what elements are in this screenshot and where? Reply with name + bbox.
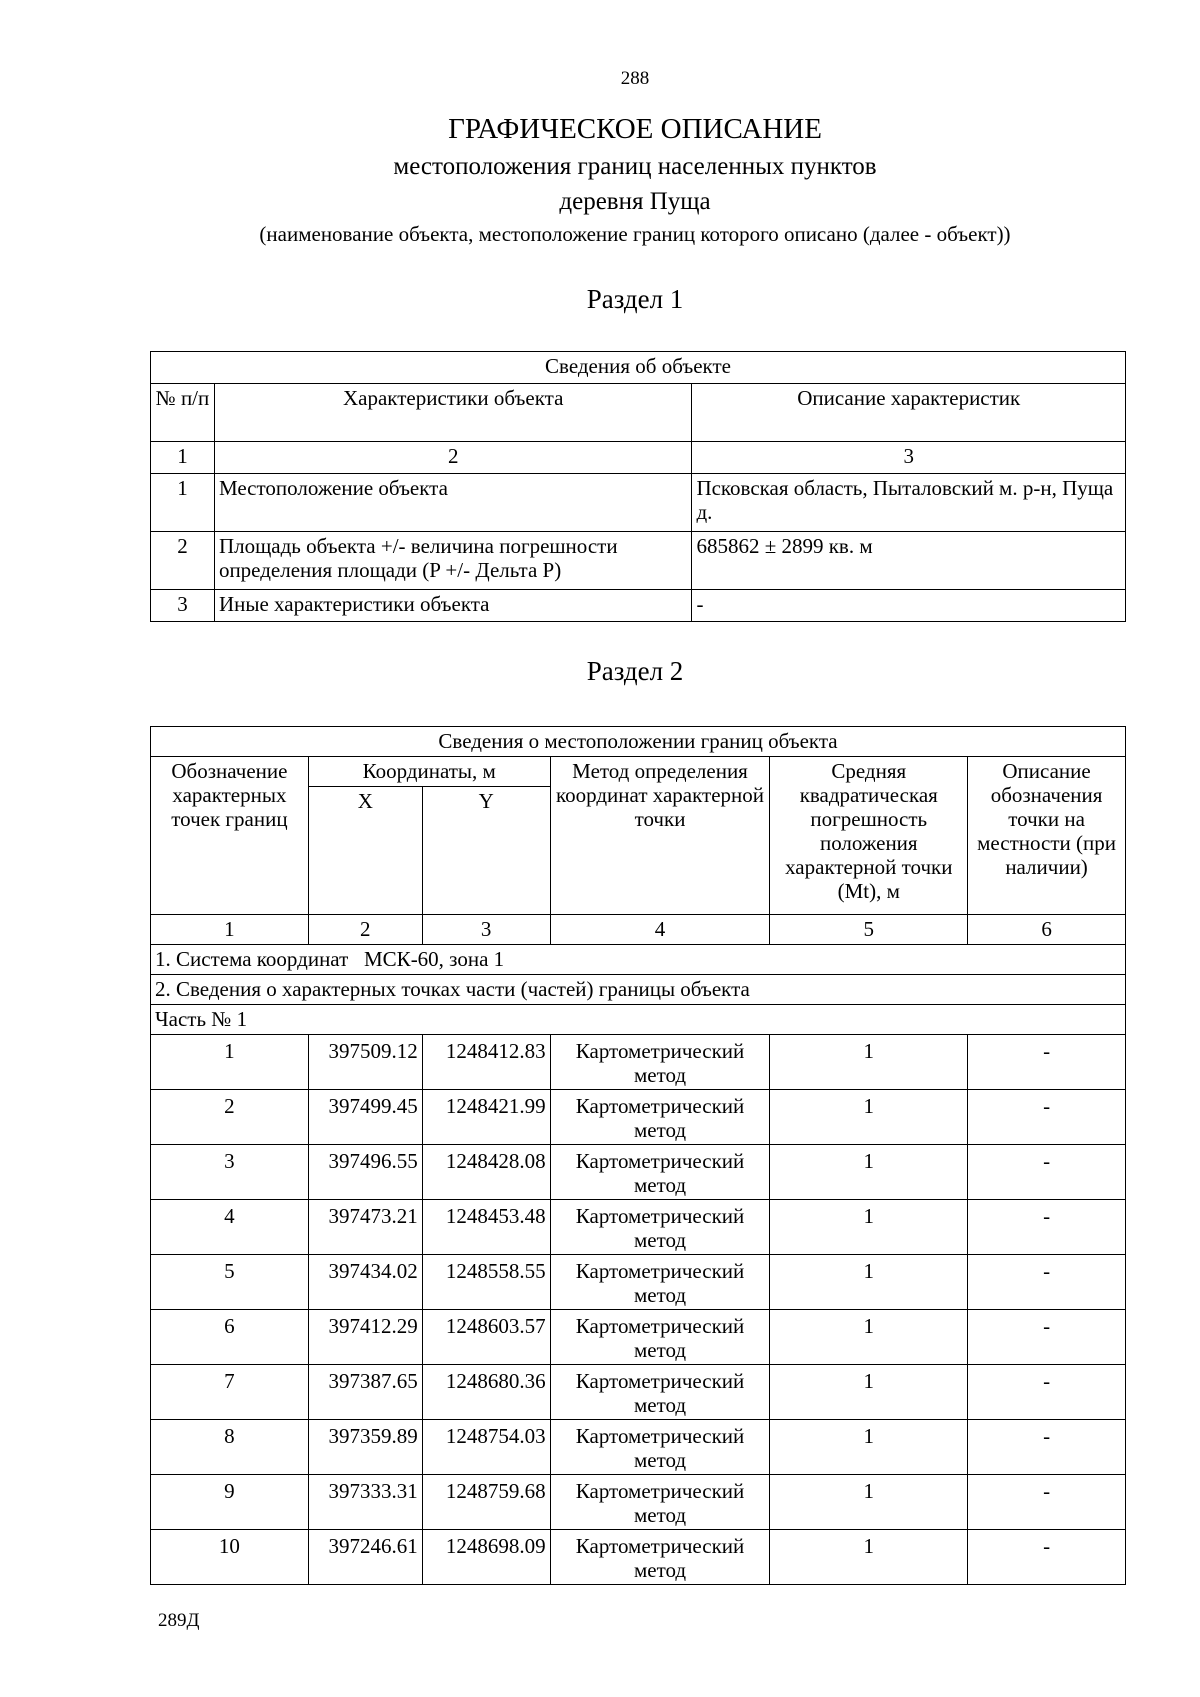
- col-number: 3: [422, 915, 550, 945]
- header-x: X: [308, 787, 422, 915]
- coord-x: 397434.02: [308, 1255, 422, 1310]
- method: Картометрический метод: [550, 1530, 770, 1585]
- coord-x: 397412.29: [308, 1310, 422, 1365]
- error-value: 1: [770, 1145, 968, 1200]
- coord-y: 1248680.36: [422, 1365, 550, 1420]
- table-row: [151, 474, 1126, 532]
- object-info-table: [150, 351, 1126, 622]
- settlement-name: деревня Пуща: [559, 188, 711, 215]
- points-body: [151, 1035, 1126, 1585]
- header-characteristic: Характеристики объекта: [214, 384, 692, 442]
- coord-y: 1248453.48: [422, 1200, 550, 1255]
- col-number: 1: [151, 915, 309, 945]
- table-row: [151, 532, 1126, 590]
- point-description: -: [968, 1255, 1126, 1310]
- table-row: [151, 1090, 1126, 1145]
- point-description: -: [968, 1310, 1126, 1365]
- section2-heading: Раздел 2: [586, 656, 684, 686]
- table-row: [151, 1475, 1126, 1530]
- row-description: -: [692, 590, 1126, 622]
- object-note: (наименование объекта, местоположение границ которого описано (далее - объект)): [259, 222, 1011, 246]
- header-method: Метод определения координат характерной точки: [550, 757, 770, 915]
- table-row: [151, 1035, 1126, 1090]
- method: Картометрический метод: [550, 1200, 770, 1255]
- table-row: [151, 1200, 1126, 1255]
- point-id: 9: [151, 1475, 309, 1530]
- point-id: 8: [151, 1420, 309, 1475]
- row-description: 685862 ± 2899 кв. м: [692, 532, 1126, 590]
- coord-y: 1248698.09: [422, 1530, 550, 1585]
- boundary-points-table: [150, 726, 1126, 1585]
- table1-caption: Сведения об объекте: [151, 352, 1126, 384]
- table-row: [151, 1310, 1126, 1365]
- row-num: 3: [151, 590, 215, 622]
- error-value: 1: [770, 1035, 968, 1090]
- point-description: -: [968, 1145, 1126, 1200]
- point-id: 10: [151, 1530, 309, 1585]
- document-title: ГРАФИЧЕСКОЕ ОПИСАНИЕ: [448, 113, 822, 145]
- page-number: 288: [620, 68, 650, 89]
- col-number: 5: [770, 915, 968, 945]
- coord-x: 397333.31: [308, 1475, 422, 1530]
- col-number: 4: [550, 915, 770, 945]
- method: Картометрический метод: [550, 1090, 770, 1145]
- coord-x: 397496.55: [308, 1145, 422, 1200]
- table-row: [151, 1255, 1126, 1310]
- document-subtitle: местоположения границ населенных пунктов: [393, 153, 877, 180]
- col-number: 2: [308, 915, 422, 945]
- point-description: -: [968, 1420, 1126, 1475]
- table-row: [151, 1530, 1126, 1585]
- header-description: Описание характеристик: [692, 384, 1126, 442]
- coord-x: 397473.21: [308, 1200, 422, 1255]
- error-value: 1: [770, 1200, 968, 1255]
- row-characteristic: Площадь объекта +/- величина погрешности определения площади (P +/- Дельта P): [214, 532, 692, 590]
- table-row: [151, 1420, 1126, 1475]
- header-error: Средняя квадратическая погрешность положения характерной точки (Mt), м: [770, 757, 968, 915]
- method: Картометрический метод: [550, 1310, 770, 1365]
- method: Картометрический метод: [550, 1420, 770, 1475]
- error-value: 1: [770, 1475, 968, 1530]
- table-row: [151, 590, 1126, 622]
- point-description: -: [968, 1365, 1126, 1420]
- point-id: 5: [151, 1255, 309, 1310]
- error-value: 1: [770, 1420, 968, 1475]
- header-y: Y: [422, 787, 550, 915]
- point-description: -: [968, 1200, 1126, 1255]
- error-value: 1: [770, 1090, 968, 1145]
- coord-system: 1. Система координат МСК-60, зона 1: [151, 945, 1126, 975]
- row-description: Псковская область, Пыталовский м. р-н, Пуща д.: [692, 474, 1126, 532]
- col-number: 2: [214, 442, 692, 474]
- header-point-description: Описание обозначения точки на местности (при наличии): [968, 757, 1126, 915]
- header-num: № п/п: [151, 384, 215, 442]
- row-characteristic: Иные характеристики объекта: [214, 590, 692, 622]
- section1-heading: Раздел 1: [586, 284, 684, 314]
- method: Картометрический метод: [550, 1365, 770, 1420]
- coord-x: 397499.45: [308, 1090, 422, 1145]
- coord-y: 1248759.68: [422, 1475, 550, 1530]
- point-id: 1: [151, 1035, 309, 1090]
- table-row: [151, 1145, 1126, 1200]
- method: Картометрический метод: [550, 1035, 770, 1090]
- error-value: 1: [770, 1530, 968, 1585]
- error-value: 1: [770, 1255, 968, 1310]
- method: Картометрический метод: [550, 1255, 770, 1310]
- method: Картометрический метод: [550, 1145, 770, 1200]
- row-num: 1: [151, 474, 215, 532]
- point-id: 2: [151, 1090, 309, 1145]
- footer-code: 289Д: [158, 1610, 200, 1631]
- col-number: 3: [692, 442, 1126, 474]
- col-number: 1: [151, 442, 215, 474]
- coord-y: 1248428.08: [422, 1145, 550, 1200]
- coord-x: 397509.12: [308, 1035, 422, 1090]
- error-value: 1: [770, 1365, 968, 1420]
- header-point: Обозначение характерных точек границ: [151, 757, 309, 915]
- point-description: -: [968, 1035, 1126, 1090]
- error-value: 1: [770, 1310, 968, 1365]
- coord-y: 1248754.03: [422, 1420, 550, 1475]
- coord-x: 397387.65: [308, 1365, 422, 1420]
- point-description: -: [968, 1475, 1126, 1530]
- point-description: -: [968, 1090, 1126, 1145]
- row-characteristic: Местоположение объекта: [214, 474, 692, 532]
- parts-info: 2. Сведения о характерных точках части (частей) границы объекта: [151, 975, 1126, 1005]
- coord-x: 397246.61: [308, 1530, 422, 1585]
- coord-y: 1248558.55: [422, 1255, 550, 1310]
- point-id: 6: [151, 1310, 309, 1365]
- row-num: 2: [151, 532, 215, 590]
- point-id: 4: [151, 1200, 309, 1255]
- coord-y: 1248412.83: [422, 1035, 550, 1090]
- coord-y: 1248421.99: [422, 1090, 550, 1145]
- table-row: [151, 1365, 1126, 1420]
- point-id: 3: [151, 1145, 309, 1200]
- table2-caption: Сведения о местоположении границ объекта: [151, 727, 1126, 757]
- point-id: 7: [151, 1365, 309, 1420]
- method: Картометрический метод: [550, 1475, 770, 1530]
- header-coords: Координаты, м: [308, 757, 550, 787]
- coord-y: 1248603.57: [422, 1310, 550, 1365]
- part-label: Часть № 1: [151, 1005, 1126, 1035]
- coord-x: 397359.89: [308, 1420, 422, 1475]
- point-description: -: [968, 1530, 1126, 1585]
- col-number: 6: [968, 915, 1126, 945]
